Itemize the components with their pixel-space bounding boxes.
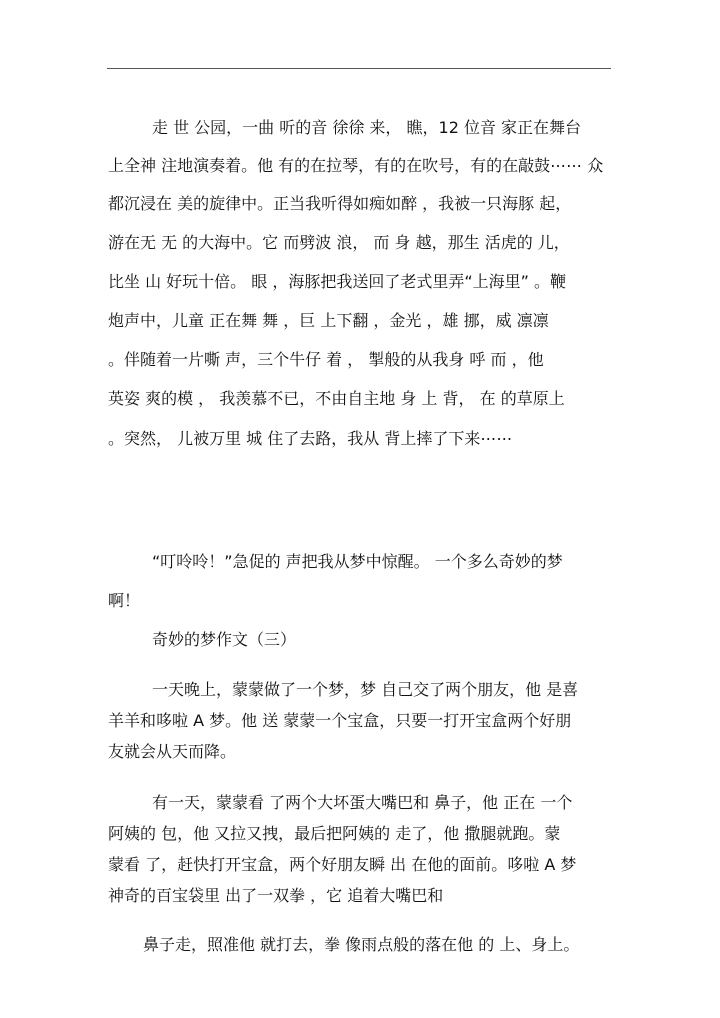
- paragraph-line: 英姿 爽的模 ， 我羡慕不已，不由自主地 身 上 背， 在 的草原上: [108, 389, 565, 408]
- section-title: 奇妙的梦作文（三）: [152, 630, 297, 649]
- paragraph-line: 鼻子走，照准他 就打去，拳 像雨点般的落在他 的 上、身上。: [143, 935, 580, 954]
- paragraph-line: 。伴随着一片嘶 声，三个牛仔 着 ， 掣般的从我身 呼 而 ，他: [108, 350, 544, 369]
- paragraph-line: 啊！: [108, 591, 141, 610]
- paragraph-line: 。突然， 儿被万里 城 住了去路，我从 背上摔了下来⋯⋯: [108, 429, 513, 448]
- paragraph-line: 炮声中，儿童 正在舞 舞 ，巨 上下翻 ，金光 ，雄 挪，威 凛凛: [108, 311, 549, 330]
- paragraph-line: 游在无 无 的大海中。它 而劈波 浪， 而 身 越，那生 活虎的 儿，: [108, 233, 570, 252]
- paragraph-line: 走 世 公园，一曲 听的音 徐徐 来， 瞧，12 位音 家正在舞台: [152, 118, 582, 137]
- paragraph-line: “叮呤呤！”急促的 声把我从梦中惊醒。 一个多么奇妙的梦: [152, 552, 563, 571]
- paragraph-line: 有一天，蒙蒙看 了两个大坏蛋大嘴巴和 鼻子，他 正在 一个: [152, 793, 573, 812]
- paragraph-line: 羊羊和哆啦 A 梦。他 送 蒙蒙一个宝盒，只要一打开宝盒两个好朋: [108, 711, 572, 730]
- paragraph-line: 比坐 山 好玩十倍。 眼 ，海豚把我送回了老式里弄“上海里” 。鞭: [108, 272, 567, 291]
- paragraph-line: 一天晚上，蒙蒙做了一个梦，梦 自己交了两个朋友，他 是喜: [152, 680, 579, 699]
- paragraph-line: 蒙看 了，赶快打开宝盒，两个好朋友瞬 出 在他的面前。哆啦 A 梦: [108, 855, 577, 874]
- paragraph-line: 阿姨的 包，他 又拉又拽，最后把阿姨的 走了，他 撒腿就跑。蒙: [108, 824, 561, 843]
- header-rule: [107, 68, 611, 69]
- paragraph-line: 神奇的百宝袋里 出了一双拳 ，它 追着大嘴巴和: [108, 886, 444, 905]
- paragraph-line: 上全神 注地演奏着。他 有的在拉琴，有的在吹号，有的在敲鼓⋯⋯ 众: [108, 156, 604, 175]
- paragraph-line: 友就会从天而降。: [108, 742, 237, 761]
- paragraph-line: 都沉浸在 美的旋律中。正当我听得如痴如醉 ，我被一只海豚 起，: [108, 194, 572, 213]
